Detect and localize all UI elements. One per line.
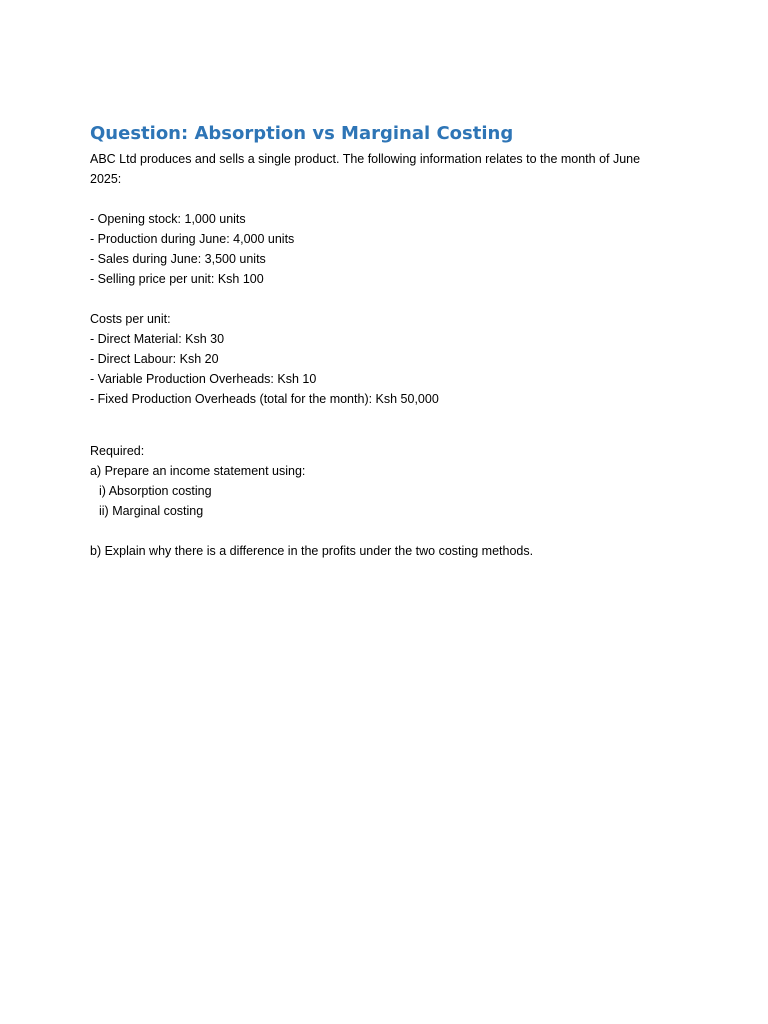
- intro-paragraph: ABC Ltd produces and sells a single product. The following information relates to the month of June 2025:: [90, 152, 641, 186]
- cost-item-variable-overheads: - Variable Production Overheads: Ksh 10: [90, 372, 317, 386]
- cost-item-fixed-overheads: - Fixed Production Overheads (total for the month): Ksh 50,000: [90, 392, 439, 406]
- costs-heading: Costs per unit:: [90, 312, 171, 326]
- cost-list: [90, 329, 670, 409]
- spacer: [90, 189, 670, 209]
- document-title: Question: Absorption vs Marginal Costing: [90, 123, 514, 144]
- spacer: [90, 521, 670, 541]
- info-list: [90, 209, 670, 289]
- part-a-item-marginal: ii) Marginal costing: [99, 504, 204, 518]
- info-item-selling-price: - Selling price per unit: Ksh 100: [90, 272, 264, 286]
- part-a-item-absorption: i) Absorption costing: [99, 484, 212, 498]
- part-b-question: b) Explain why there is a difference in the profits under the two costing methods.: [90, 544, 534, 558]
- info-item-sales: - Sales during June: 3,500 units: [90, 252, 266, 266]
- info-item-production: - Production during June: 4,000 units: [90, 232, 295, 246]
- cost-item-direct-labour: - Direct Labour: Ksh 20: [90, 352, 219, 366]
- part-a-question: a) Prepare an income statement using:: [90, 464, 306, 478]
- required-heading: Required:: [90, 444, 145, 458]
- document-page: [90, 121, 670, 561]
- spacer: [90, 409, 670, 441]
- spacer: [90, 289, 670, 309]
- cost-item-direct-material: - Direct Material: Ksh 30: [90, 332, 225, 346]
- info-item-opening-stock: - Opening stock: 1,000 units: [90, 212, 246, 226]
